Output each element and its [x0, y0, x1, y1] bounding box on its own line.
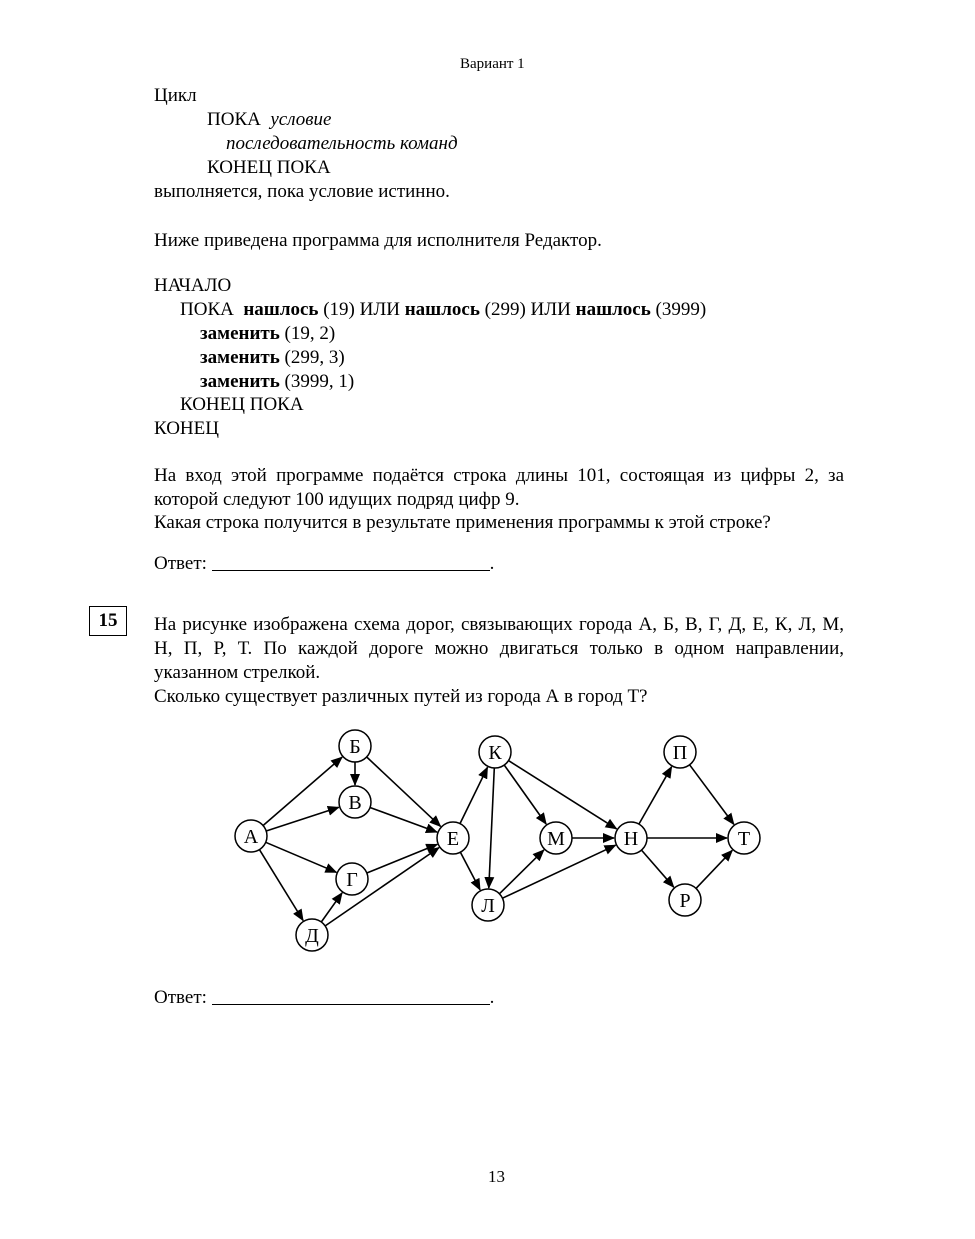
city-r [669, 884, 701, 916]
program-arg-3: (3999) [655, 299, 707, 320]
task15-answer [154, 986, 494, 1010]
page-number: 13 [488, 1167, 505, 1186]
city-label: М [547, 828, 565, 850]
city-v [339, 786, 371, 818]
road-k-m [504, 765, 546, 824]
city-label: А [243, 826, 259, 848]
city-a [235, 820, 267, 852]
program-begin: НАЧАЛО [154, 275, 232, 296]
task15-answer-field[interactable] [212, 986, 490, 1005]
city-label: В [348, 792, 362, 814]
cycle-condition: условие [270, 109, 332, 130]
program-replace-keyword-3: заменить [200, 371, 280, 392]
road-b-e [367, 757, 441, 826]
program-or-1: ИЛИ [359, 299, 400, 320]
road-e-l [460, 852, 480, 890]
cycle-while-keyword: ПОКА [207, 109, 261, 130]
road-n-r [642, 850, 674, 887]
program-replace-args-1: (19, 2) [284, 323, 336, 344]
program-or-2: ИЛИ [530, 299, 571, 320]
cycle-line-1: Цикл [154, 85, 197, 106]
city-label: Н [623, 828, 639, 850]
page-header: Вариант 1 [460, 56, 525, 72]
city-label: Т [737, 828, 751, 850]
program-replace-keyword-1: заменить [200, 323, 280, 344]
city-e [437, 822, 469, 854]
city-d [296, 919, 328, 951]
task-number-box: 15 [89, 606, 127, 636]
program-end-while: КОНЕЦ ПОКА [180, 394, 304, 415]
city-l [472, 889, 504, 921]
road-l-m [499, 850, 544, 894]
road-e-k [460, 767, 488, 823]
program-replace-keyword-2: заменить [200, 347, 280, 368]
road-a-g [266, 842, 337, 872]
intro-text: Ниже приведена программа для исполнителя Редактор. [154, 230, 602, 251]
road-p-t [690, 765, 734, 825]
program-end: КОНЕЦ [154, 418, 219, 439]
city-label: Г [346, 869, 358, 891]
cycle-body: последовательность команд [226, 133, 458, 154]
city-label: Е [446, 828, 460, 850]
city-label: Л [481, 895, 495, 917]
task14-text-2: Какая строка получится в результате применения программы к этой строке? [154, 512, 771, 533]
road-d-g [321, 893, 342, 922]
city-label: Р [679, 890, 691, 912]
program-arg-1: (19) [323, 299, 355, 320]
road-a-d [259, 850, 303, 921]
task14-answer-label: Ответ: [154, 553, 207, 574]
program-found-1: нашлось [243, 299, 319, 320]
program-found-3: нашлось [575, 299, 651, 320]
task15-answer-label: Ответ: [154, 987, 207, 1008]
road-r-t [696, 850, 732, 888]
task14-answer-end: . [489, 553, 495, 574]
program-replace-args-2: (299, 3) [284, 347, 345, 368]
city-label: Б [349, 736, 361, 758]
road-v-e [370, 808, 437, 833]
program-replace-args-3: (3999, 1) [284, 371, 355, 392]
city-m [540, 822, 572, 854]
road-k-l [489, 768, 495, 888]
road-a-b [263, 757, 342, 825]
task14-text-1: На вход этой программе подаётся строка длины 101, состоящая из цифры 2, за которой следуют 100 идущих подряд цифр 9. [154, 465, 844, 510]
cycle-line-4: КОНЕЦ ПОКА [207, 157, 331, 178]
road-n-p [639, 767, 672, 824]
cycle-line-5: выполняется, пока условие истинно. [154, 181, 450, 202]
program-arg-2: (299) [484, 299, 526, 320]
program-while-keyword: ПОКА [180, 299, 234, 320]
city-label: К [488, 742, 502, 764]
city-k [479, 736, 511, 768]
road-g-e [367, 844, 437, 873]
city-p [664, 736, 696, 768]
city-b [339, 730, 371, 762]
task15-answer-end: . [489, 987, 495, 1008]
program-found-2: нашлось [404, 299, 480, 320]
task15-text-1: На рисунке изображена схема дорог, связывающих города А, Б, В, Г, Д, Е, К, Л, М, Н, П, Р, Т. По каждой дороге можно двигаться только в одном направлении, указанном стрелкой. [154, 614, 844, 683]
city-g [336, 863, 368, 895]
city-n [615, 822, 647, 854]
city-t [728, 822, 760, 854]
road-a-v [266, 807, 339, 831]
city-label: П [672, 742, 688, 764]
task15-text-2: Сколько существует различных путей из города А в город Т? [154, 686, 648, 707]
city-label: Д [305, 925, 319, 947]
